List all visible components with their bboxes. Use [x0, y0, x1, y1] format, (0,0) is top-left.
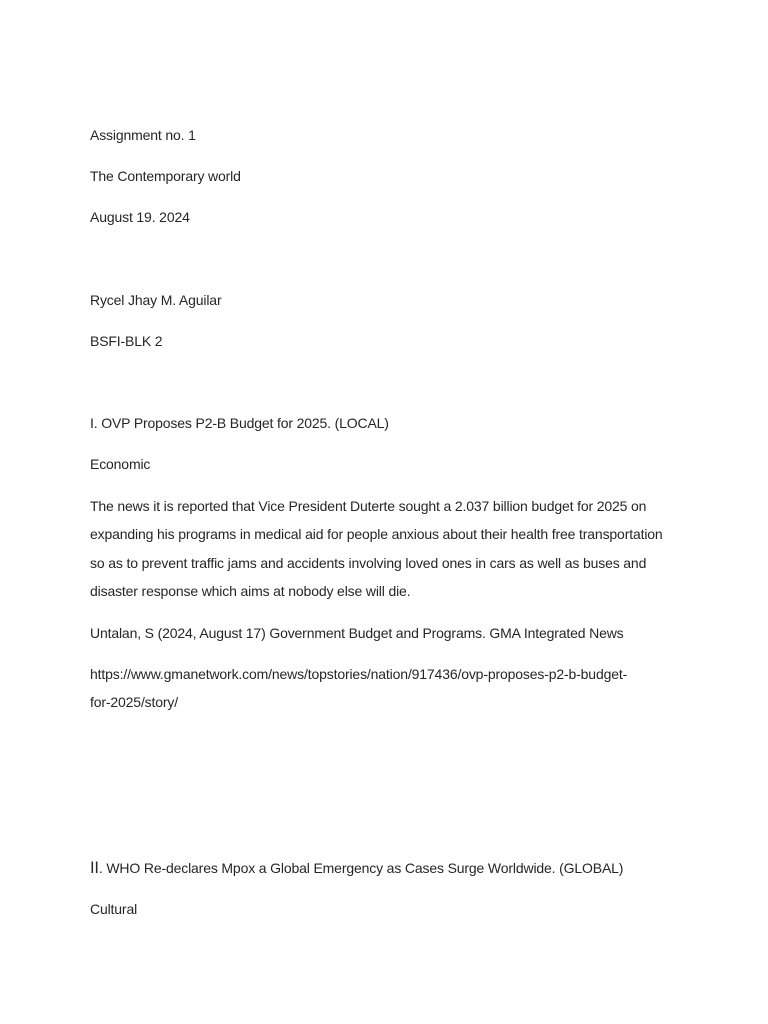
section-1-category: Economic [90, 456, 151, 472]
section-2-heading [90, 858, 623, 878]
assignment-number-line: Assignment no. 1 [90, 127, 196, 143]
section-1-citation-line: Untalan, S (2024, August 17) Government Budget and Programs. GMA Integrated News [90, 625, 624, 641]
section-1-citation-url-line: https://www.gmanetwork.com/news/topstories/nation/917436/ovp-proposes-p2-b-budget- [90, 666, 628, 682]
date-line: August 19. 2024 [90, 209, 190, 225]
section-1-body-line: so as to prevent traffic jams and accidents involving loved ones in cars as well as buses and [90, 555, 647, 571]
student-name-line: Rycel Jhay M. Aguilar [90, 292, 222, 308]
section-2-roman-numeral: II [90, 859, 99, 877]
section-2-category: Cultural [90, 901, 138, 917]
course-title-line: The Contemporary world [90, 168, 241, 184]
section-2-heading-text: . WHO Re-declares Mpox a Global Emergency as Cases Surge Worldwide. (GLOBAL) [98, 860, 624, 876]
section-1-heading: I. OVP Proposes P2-B Budget for 2025. (LOCAL) [90, 415, 389, 431]
student-block-line: BSFI-BLK 2 [90, 333, 163, 349]
section-1-body-line: disaster response which aims at nobody else will die. [90, 583, 411, 599]
section-1-body-line: expanding his programs in medical aid for people anxious about their health free transportation [90, 526, 663, 542]
section-1-citation-url-line: for-2025/story/ [90, 694, 179, 710]
section-1-body-line: The news it is reported that Vice President Duterte sought a 2.037 billion budget for 2025 on [90, 498, 647, 514]
